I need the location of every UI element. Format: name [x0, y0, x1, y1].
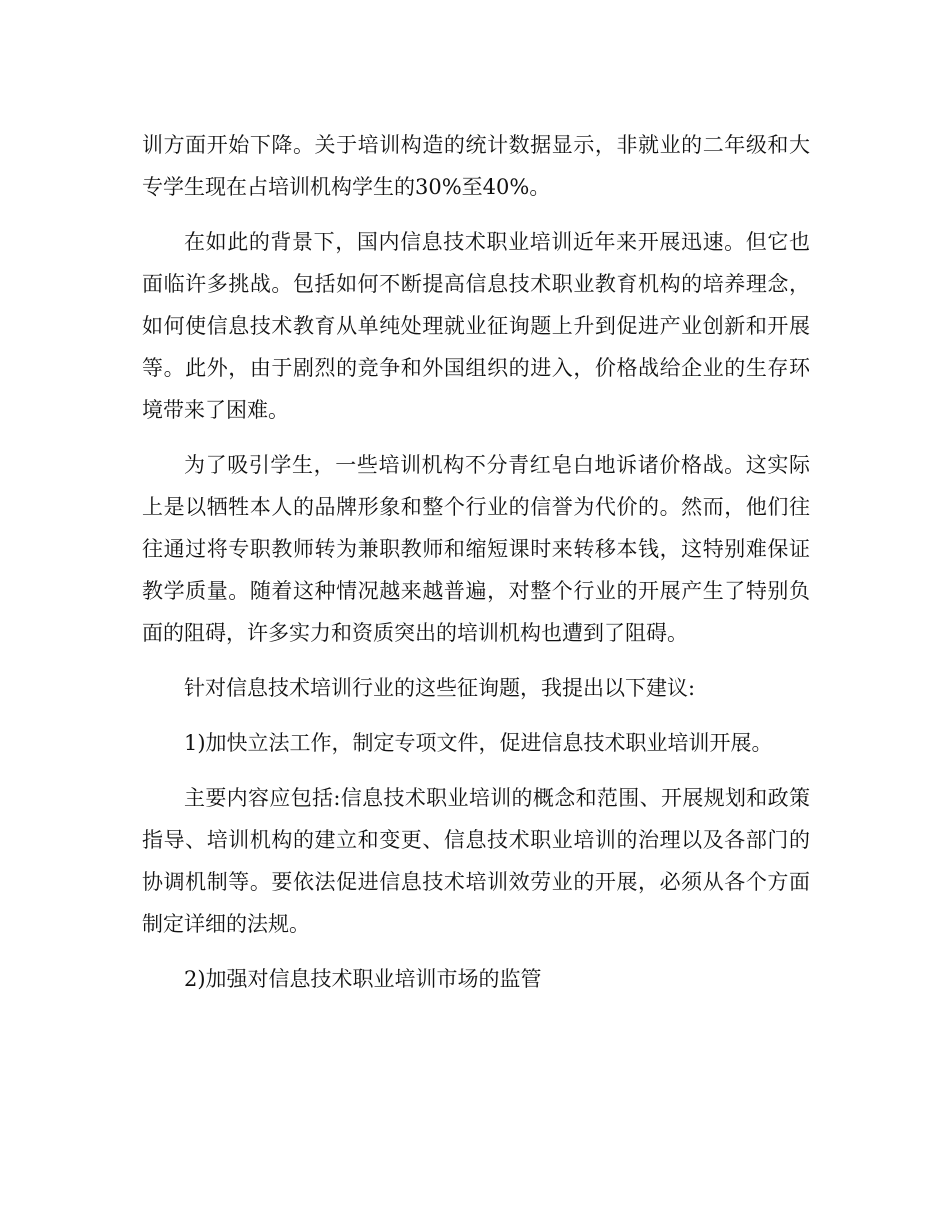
list-item-2: 2)加强对信息技术职业培训市场的监管 — [184, 967, 542, 991]
document-body — [142, 124, 810, 1013]
paragraph-price-war: 为了吸引学生，一些培训机构不分青红皂白地诉诸价格战。这实际上是以牺牲本人的品牌形象和整个行业的信誉为代价的。然而，他们往往通过将专职教师转为兼职教师和缩短课时来转移本钱，这特别难保证教学质量。随着这种情况越来越普遍，对整个行业的开展产生了特别负面的阻碍，许多实力和资质突出的培训机构也遭到了阻碍。 — [142, 453, 810, 645]
paragraph-main-content: 主要内容应包括:信息技术职业培训的概念和范围、开展规划和政策指导、培训机构的建立和变更、信息技术职业培训的治理以及各部门的协调机制等。要依法促进信息技术培训效劳业的开展，必须从各个方面制定详细的法规。 — [142, 786, 810, 936]
list-item-1: 1)加快立法工作，制定专项文件，促进信息技术职业培训开展。 — [184, 731, 773, 755]
paragraph-continuation: 训方面开始下降。关于培训构造的统计数据显示，非就业的二年级和大专学生现在占培训机构学生的30%至40%。 — [142, 133, 810, 199]
paragraph-background: 在如此的背景下，国内信息技术职业培训近年来开展迅速。但它也面临许多挑战。包括如何不断提高信息技术职业教育机构的培养理念，如何使信息技术教育从单纯处理就业征询题上升到促进产业创新和开展等。此外，由于剧烈的竞争和外国组织的进入，价格战给企业的生存环境带来了困难。 — [142, 230, 810, 422]
paragraph-suggestions-intro: 针对信息技术培训行业的这些征询题，我提出以下建议: — [184, 676, 696, 700]
